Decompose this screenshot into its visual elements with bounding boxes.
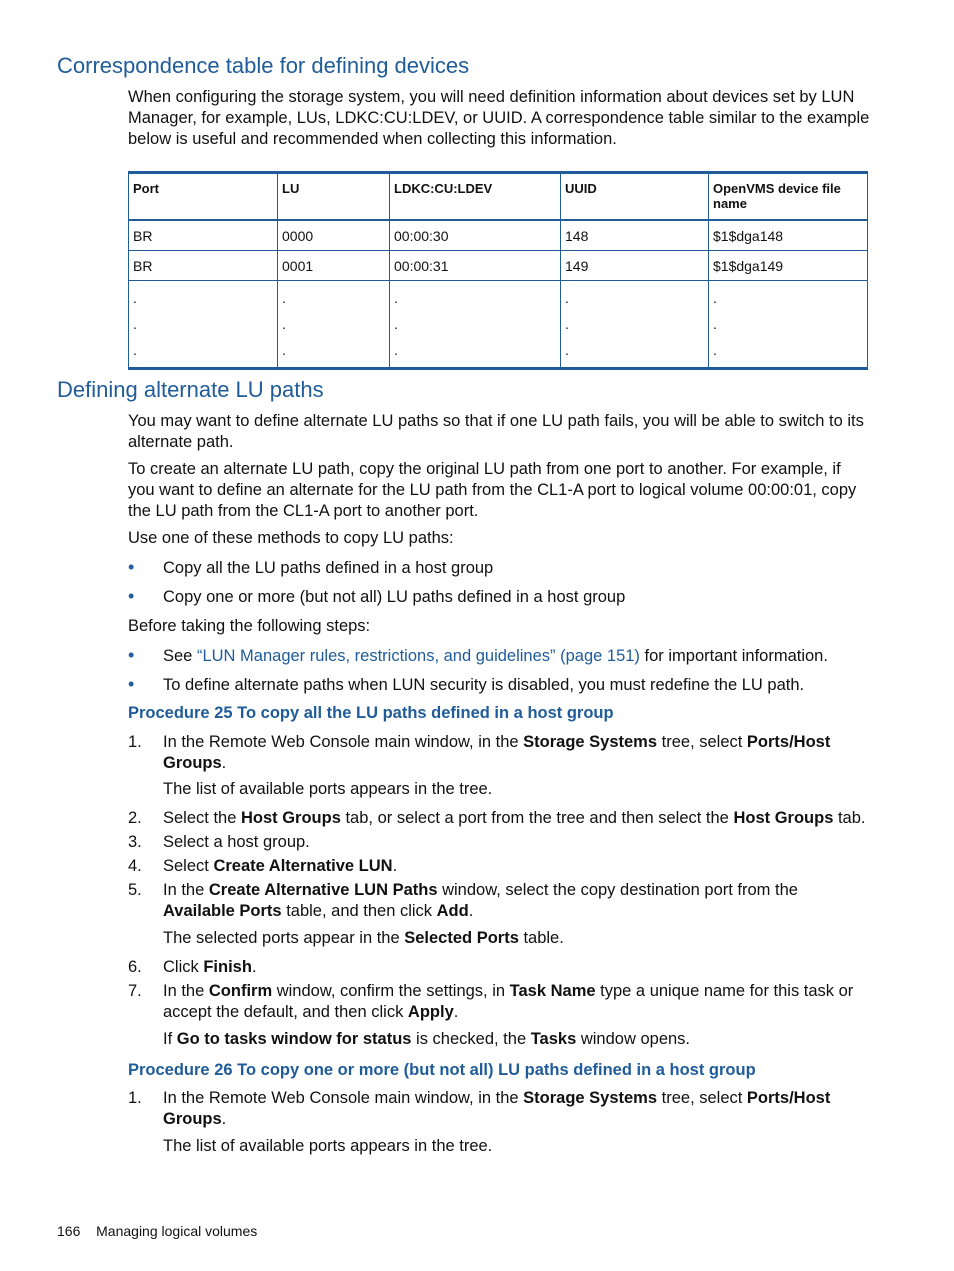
chapter-name: Managing logical volumes xyxy=(96,1223,258,1239)
paragraph-before-steps: Before taking the following steps: xyxy=(128,617,371,635)
table-row-ellipsis xyxy=(129,281,868,369)
table-row xyxy=(129,251,868,281)
page-footer xyxy=(57,1223,257,1239)
step-number: 1. xyxy=(128,733,142,751)
section-title-alternate-paths: Defining alternate LU paths xyxy=(57,377,324,402)
step-text: Select Create Alternative LUN. xyxy=(163,857,398,875)
bullet-icon: • xyxy=(128,557,135,577)
cell-ellipsis: . . . xyxy=(278,281,390,369)
cell-ellipsis: . . . xyxy=(390,281,561,369)
col-header-ldkc: LDKC:CU:LDEV xyxy=(390,173,561,221)
before-item-text: To define alternate paths when LUN security is disabled, you must redefine the LU path. xyxy=(163,676,805,694)
cell-ellipsis: . . . xyxy=(709,281,868,369)
paragraph-alternate-intro: You may want to define alternate LU paths so that if one LU path fails, you will be able to switch to its alternate path. xyxy=(128,412,864,451)
section-intro: When configuring the storage system, you will need definition information about devices set by LUN Manager, for example, LUs, LDKC:CU:LDEV, or UUID. A correspondence table similar to the example below is useful and recommended when collecting this information. xyxy=(128,88,870,148)
step-number: 3. xyxy=(128,833,142,851)
step-note: The selected ports appear in the Selected Ports table. xyxy=(163,929,564,947)
step-text: Select the Host Groups tab, or select a port from the tree and then select the Host Groups tab. xyxy=(163,809,866,827)
bullet-icon: • xyxy=(128,645,135,665)
method-text: Copy one or more (but not all) LU paths defined in a host group xyxy=(163,588,626,606)
cell-ldkc: 00:00:31 xyxy=(390,251,561,281)
step-note: If Go to tasks window for status is checked, the Tasks window opens. xyxy=(163,1030,691,1048)
method-text: Copy all the LU paths defined in a host group xyxy=(163,559,494,577)
procedure-25-title: Procedure 25 To copy all the LU paths defined in a host group xyxy=(128,704,614,722)
table-header-row xyxy=(129,173,868,221)
step-text: Click Finish. xyxy=(163,958,257,976)
step-number: 7. xyxy=(128,982,142,1000)
step-text: In the Remote Web Console main window, in the Storage Systems tree, select Ports/Host Groups. xyxy=(163,1089,831,1128)
step-number: 5. xyxy=(128,881,142,899)
bullet-icon: • xyxy=(128,674,135,694)
step-text: In the Confirm window, confirm the settings, in Task Name type a unique name for this task or accept the default, and then click Apply. xyxy=(163,982,854,1021)
step-number: 1. xyxy=(128,1089,142,1107)
step-note: The list of available ports appears in the tree. xyxy=(163,1137,493,1155)
cell-lu: 0000 xyxy=(278,220,390,251)
table-row xyxy=(129,220,868,251)
cell-lu: 0001 xyxy=(278,251,390,281)
cell-port: BR xyxy=(129,251,278,281)
cell-ellipsis: . . . xyxy=(129,281,278,369)
section-title-correspondence: Correspondence table for defining devices xyxy=(57,53,470,78)
correspondence-table xyxy=(128,171,868,370)
step-note: The list of available ports appears in the tree. xyxy=(163,780,493,798)
cell-ldkc: 00:00:30 xyxy=(390,220,561,251)
col-header-openvms: OpenVMS device file name xyxy=(709,173,868,221)
procedure-26-title: Procedure 26 To copy one or more (but not all) LU paths defined in a host group xyxy=(128,1061,756,1079)
step-number: 4. xyxy=(128,857,142,875)
step-text: In the Create Alternative LUN Paths window, select the copy destination port from the Available Ports table, and then click Add. xyxy=(163,881,798,920)
step-number: 6. xyxy=(128,958,142,976)
cell-uuid: 148 xyxy=(561,220,709,251)
cell-uuid: 149 xyxy=(561,251,709,281)
paragraph-create-alternate: To create an alternate LU path, copy the original LU path from one port to another. For example, if you want to define an alternate for the LU path from the CL1-A port to logical volume 00:00:01, copy the LU path from the CL1-A port to another port. xyxy=(128,460,857,520)
cell-ellipsis: . . . xyxy=(561,281,709,369)
bullet-icon: • xyxy=(128,586,135,606)
paragraph-methods-intro: Use one of these methods to copy LU paths: xyxy=(128,529,454,547)
guidelines-link[interactable]: “LUN Manager rules, restrictions, and guidelines” (page 151) xyxy=(196,647,640,665)
step-text: In the Remote Web Console main window, in the Storage Systems tree, select Ports/Host Groups. xyxy=(163,733,831,772)
before-item-text: See “LUN Manager rules, restrictions, and guidelines” (page 151) for important information. xyxy=(163,647,828,665)
col-header-uuid: UUID xyxy=(561,173,709,221)
step-number: 2. xyxy=(128,809,142,827)
step-text: Select a host group. xyxy=(163,833,310,851)
cell-openvms: $1$dga149 xyxy=(709,251,868,281)
page-number: 166 xyxy=(57,1223,81,1239)
col-header-port: Port xyxy=(129,173,278,221)
col-header-lu: LU xyxy=(278,173,390,221)
cell-port: BR xyxy=(129,220,278,251)
cell-openvms: $1$dga148 xyxy=(709,220,868,251)
